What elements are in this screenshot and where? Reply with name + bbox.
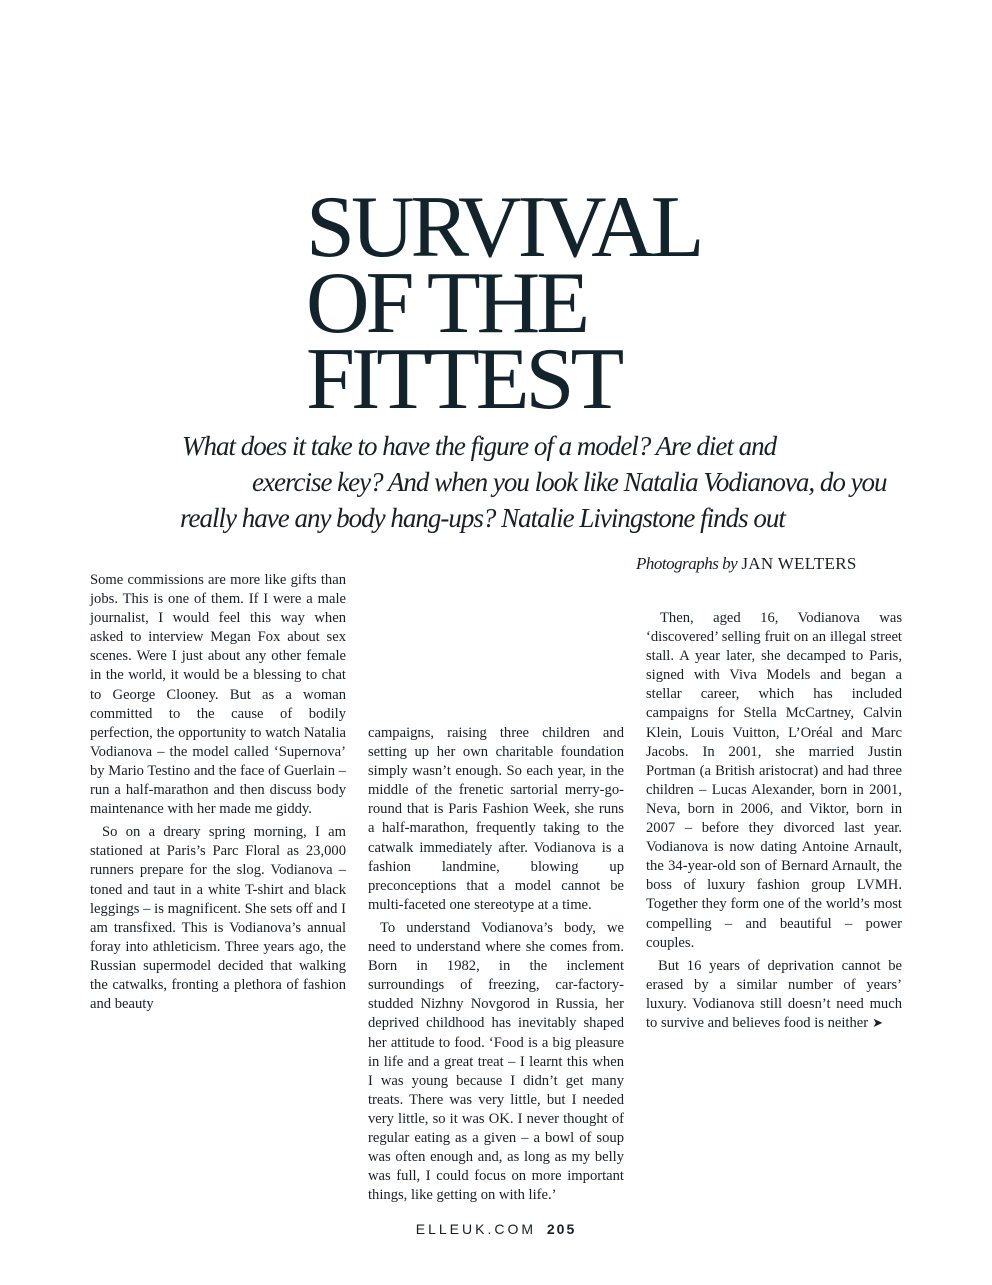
- body-paragraph-text: But 16 years of deprivation cannot be erased by a similar number of years’ luxury. Vodianova still doesn’t need much to survive and believes food is neither: [646, 957, 902, 1031]
- body-paragraph: To understand Vodianova’s body, we need to understand where she comes from. Born in 1982, in the inclement surroundings of freezing, car-factory-studded Nizhny Novgorod in Russia, her deprived childhood has inevitably shaped her attitude to food. ‘Food is a big pleasure in life and a great treat – I learnt this when I was young because I didn’t get many treats. There was very little, but I needed very little, so it was OK. I never thought of regular eating as a given – a bowl of soup was often enough and, as long as my belly was full, I could focus on more important things, like getting on with life.’: [368, 919, 624, 1204]
- body-paragraph: [646, 957, 902, 1033]
- headline: [306, 179, 866, 428]
- photographer-name: JAN WELTERS: [741, 554, 857, 573]
- standfirst-line-1: What does it take to have the figure of a model? Are diet and: [182, 431, 777, 461]
- arrowhead-right-icon: ➤: [872, 1015, 883, 1031]
- standfirst-line-2: exercise key? And when you look like Natalia Vodianova, do you: [252, 467, 887, 497]
- headline-line-2: OF THE: [306, 255, 586, 352]
- body-paragraph: So on a dreary spring morning, I am stationed at Paris’s Parc Floral as 23,000 runners prepare for the slog. Vodianova – toned and taut in a white T-shirt and black leggings – is magnificent. She sets off and I am transfixed. This is Vodianova’s annual foray into athleticism. Three years ago, the Russian supermodel decided that walking the catwalks, fronting a plethora of fashion and beauty: [90, 824, 346, 1013]
- page-number: 205: [546, 1221, 577, 1237]
- headline-line-1: SURVIVAL: [306, 179, 701, 276]
- body-column-2: [368, 724, 624, 1205]
- headline-line-3: FITTEST: [306, 331, 621, 428]
- folio-site: ELLEUK.COM: [415, 1221, 536, 1237]
- standfirst: [150, 428, 910, 536]
- photo-credit: [636, 554, 857, 574]
- photo-credit-prefix: Photographs by: [636, 554, 738, 573]
- page-folio: [0, 1221, 992, 1237]
- body-paragraph: campaigns, raising three children and setting up her own charitable foundation simply wasn’t enough. So each year, in the middle of the frenetic sartorial merry-go-round that is Paris Fashion Week, she runs a half-marathon, frequently taking to the catwalk immediately after. Vodianova is a fashion landmine, blowing up preconceptions that a model cannot be multi-faceted one stereotype at a time.: [368, 725, 624, 913]
- body-column-3: [646, 609, 902, 1033]
- body-paragraph: Then, aged 16, Vodianova was ‘discovered’ selling fruit on an illegal street stall. A year later, she decamped to Paris, signed with Viva Models and began a stellar career, which has included campaigns for Stella McCartney, Calvin Klein, Louis Vuitton, L’Oréal and Marc Jacobs. In 2001, she married Justin Portman (a British aristocrat) and had three children – Lucas Alexander, born in 2001, Neva, born in 2006, and Viktor, born in 2007 – before they divorced last year. Vodianova is now dating Antoine Arnault, the 34-year-old son of Bernard Arnault, the boss of luxury fashion group LVMH. Together they form one of the world’s most compelling – and beautiful – power couples.: [646, 610, 902, 951]
- standfirst-line-3: really have any body hang-ups? Natalie Livingstone finds out: [180, 503, 785, 533]
- body-paragraph: Some commissions are more like gifts than jobs. This is one of them. If I were a male journalist, I would feel this way when asked to interview Megan Fox about sex scenes. Were I just about any other female in the world, it would be a blessing to chat to George Clooney. But as a woman committed to the cause of bodily perfection, the opportunity to watch Natalia Vodianova – the model called ‘Supernova’ by Mario Testino and the face of Guerlain – run a half-marathon and then discuss body maintenance with her made me giddy.: [90, 572, 346, 818]
- body-column-1: [90, 571, 346, 1014]
